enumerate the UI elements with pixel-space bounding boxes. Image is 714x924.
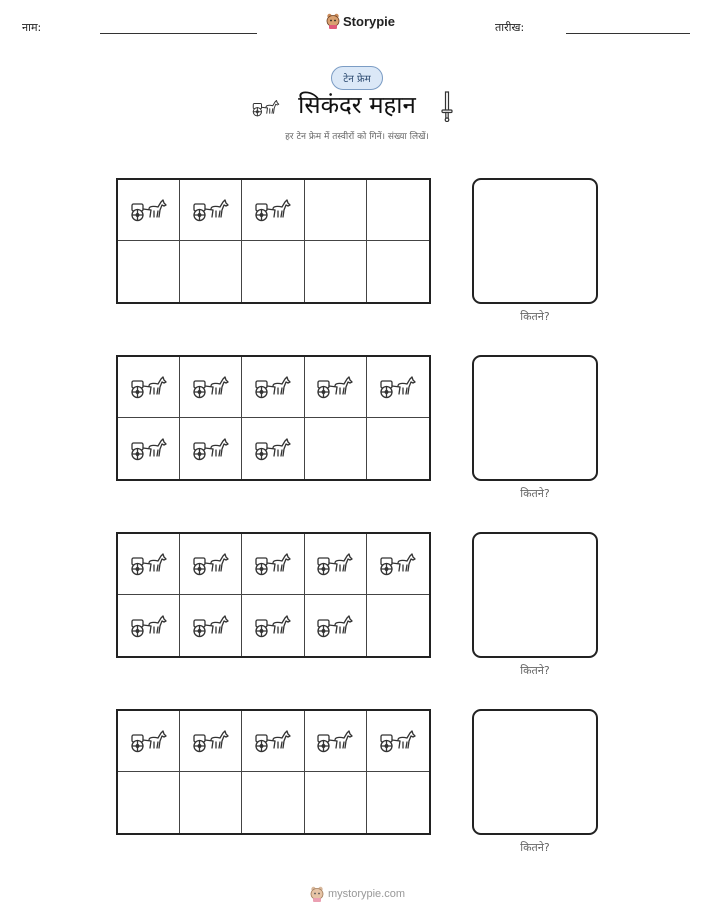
ten-frame-cell: [242, 595, 304, 656]
ten-frame-cell: [305, 180, 367, 241]
horse-cart-icon: [191, 728, 231, 754]
ten-frame-cell: [118, 180, 180, 241]
ten-frame: [116, 178, 431, 304]
ten-frame-cell: [118, 595, 180, 656]
ten-frame-cell: [242, 357, 304, 418]
horse-cart-icon: [191, 374, 231, 400]
ten-frame-cell: [242, 180, 304, 241]
ten-frame-cell: [305, 772, 367, 833]
horse-cart-icon: [253, 436, 293, 462]
ten-frame: [116, 532, 431, 658]
ten-frame-cell: [305, 595, 367, 656]
name-label: नाम:: [22, 21, 42, 34]
horse-cart-icon: [253, 728, 293, 754]
ten-frame-cell: [367, 711, 429, 772]
date-line[interactable]: [566, 33, 690, 34]
answer-label: कितने?: [520, 841, 550, 854]
horse-cart-icon: [129, 728, 169, 754]
ten-frame-cell: [180, 180, 242, 241]
horse-cart-icon: [253, 551, 293, 577]
horse-cart-icon: [253, 197, 293, 223]
horse-cart-icon: [191, 197, 231, 223]
ten-frame-cell: [305, 534, 367, 595]
ten-frame-cell: [242, 241, 304, 302]
ten-frame-cell: [367, 534, 429, 595]
ten-frame-cell: [180, 418, 242, 479]
instructions: हर टेन फ्रेम में तस्वीरों को गिनें। संख्या लिखें।: [285, 132, 429, 142]
answer-label: कितने?: [520, 310, 550, 323]
storypie-mascot-icon: [326, 13, 340, 29]
ten-frame-cell: [118, 534, 180, 595]
page-title: सिकंदर महान: [298, 91, 416, 119]
answer-box[interactable]: [472, 355, 598, 481]
horse-cart-icon: [315, 374, 355, 400]
ten-frame-cell: [242, 772, 304, 833]
ten-frame-cell: [305, 711, 367, 772]
ten-frame-cell: [118, 772, 180, 833]
horse-cart-icon: [315, 613, 355, 639]
ten-frame-cell: [367, 418, 429, 479]
ten-frame-cell: [367, 180, 429, 241]
ten-frame-cell: [242, 418, 304, 479]
topic-badge: टेन फ्रेम: [331, 66, 383, 90]
ten-frame-cell: [242, 534, 304, 595]
ten-frame-cell: [367, 772, 429, 833]
horse-cart-icon: [129, 374, 169, 400]
answer-label: कितने?: [520, 487, 550, 500]
answer-label: कितने?: [520, 664, 550, 677]
ten-frame-cell: [180, 772, 242, 833]
ten-frame-cell: [305, 241, 367, 302]
horse-cart-icon: [129, 551, 169, 577]
sword-icon: [440, 90, 454, 122]
brand-logo: [326, 13, 395, 29]
ten-frame-cell: [367, 241, 429, 302]
horse-cart-icon: [129, 613, 169, 639]
horse-cart-icon: [129, 436, 169, 462]
ten-frame-cell: [180, 711, 242, 772]
storypie-mascot-icon: [310, 886, 324, 902]
answer-box[interactable]: [472, 532, 598, 658]
answer-box[interactable]: [472, 709, 598, 835]
ten-frame: [116, 355, 431, 481]
ten-frame-cell: [367, 357, 429, 418]
horse-cart-icon: [378, 551, 418, 577]
horse-cart-icon: [315, 551, 355, 577]
ten-frame-cell: [180, 534, 242, 595]
brand-name: Storypie: [343, 13, 396, 29]
horse-cart-icon: [191, 436, 231, 462]
name-line[interactable]: [100, 33, 257, 34]
ten-frame-cell: [367, 595, 429, 656]
horse-cart-icon: [378, 728, 418, 754]
horse-cart-icon: [191, 551, 231, 577]
ten-frame-cell: [118, 711, 180, 772]
date-label: तारीख:: [495, 21, 525, 34]
horse-cart-icon: [315, 728, 355, 754]
horse-cart-icon: [191, 613, 231, 639]
ten-frame-cell: [118, 357, 180, 418]
ten-frame-cell: [118, 241, 180, 302]
horse-cart-icon: [129, 197, 169, 223]
ten-frame: [116, 709, 431, 835]
ten-frame-cell: [118, 418, 180, 479]
answer-box[interactable]: [472, 178, 598, 304]
ten-frame-cell: [242, 711, 304, 772]
horse-cart-icon: [378, 374, 418, 400]
footer-url[interactable]: mystorypie.com: [328, 888, 406, 900]
horse-cart-icon: [253, 613, 293, 639]
ten-frame-cell: [305, 357, 367, 418]
footer: [310, 886, 405, 902]
ten-frame-cell: [180, 241, 242, 302]
ten-frame-cell: [180, 595, 242, 656]
horse-cart-icon: [253, 374, 293, 400]
ten-frame-cell: [180, 357, 242, 418]
ten-frame-cell: [305, 418, 367, 479]
